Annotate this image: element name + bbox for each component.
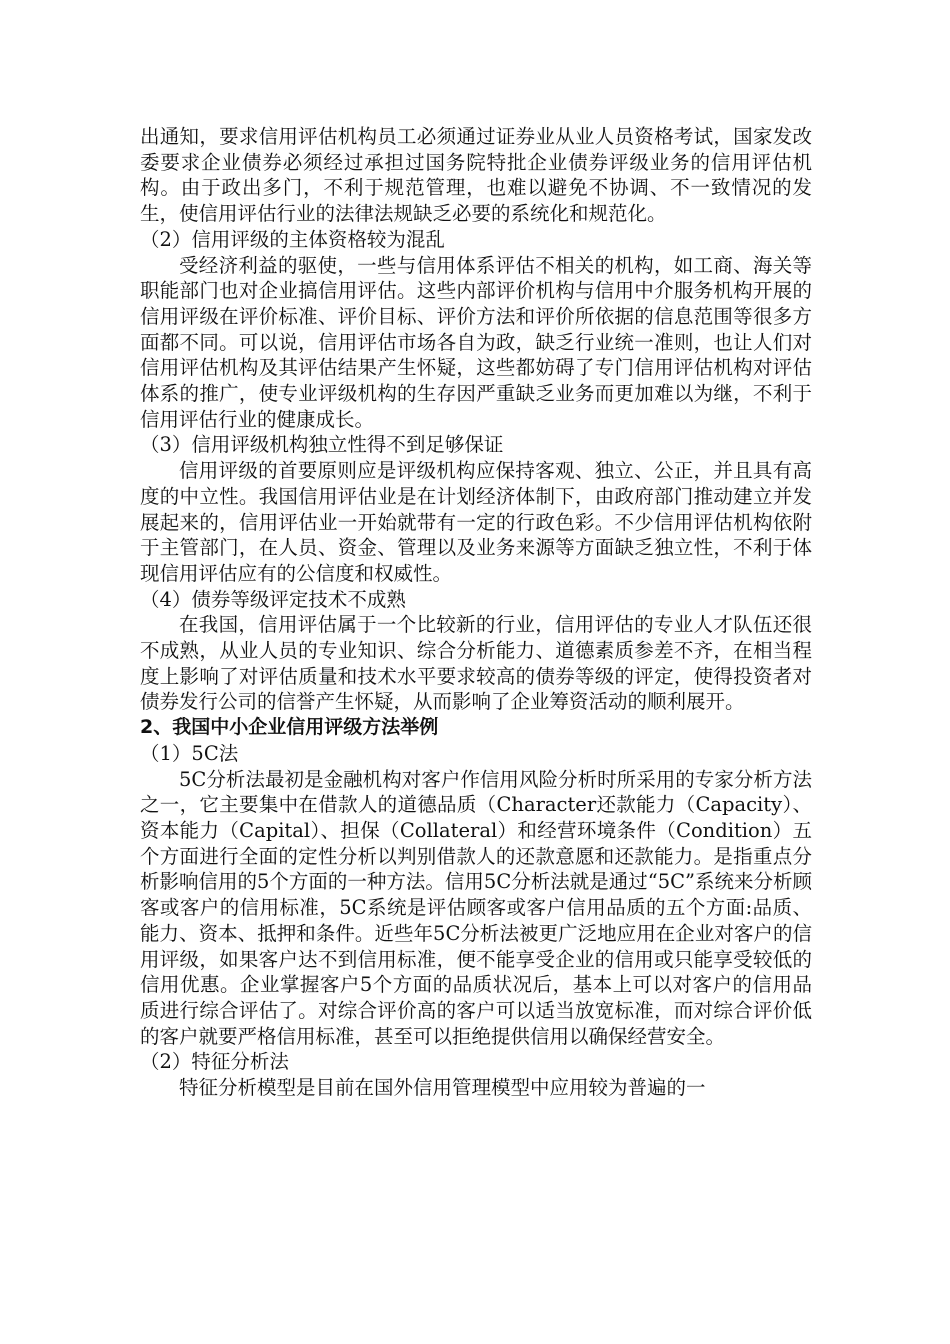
- subheading-qualification-chaos: （2）信用评级的主体资格较为混乱: [140, 227, 445, 251]
- subheading-independence: （3）信用评级机构独立性得不到足够保证: [140, 433, 504, 457]
- paragraph-continuation: 出通知，要求信用评估机构员工必须通过证券业从业人员资格考试，国家发改委要求企业债券必须经过承担过国务院特批企业债券评级业务的信用评估机构。由于政出多门，不利于规范管理，也难以避免不协调、不一致情况的发生，使信用评估行业的法律法规缺乏必要的系统化和规范化。: [140, 125, 812, 226]
- paragraph-feature-analysis: 特征分析模型是目前在国外信用管理模型中应用较为普遍的一: [179, 1076, 706, 1100]
- subheading-rating-technique: （4）债券等级评定技术不成熟: [140, 587, 406, 611]
- paragraph-qualification-chaos: 受经济利益的驱使，一些与信用体系评估不相关的机构，如工商、海关等职能部门也对企业搞信用评估。这些内部评价机构与信用中介服务机构开展的信用评级在评价标准、评价目标、评价方法和评价所依据的信息范围等很多方面都不同。可以说，信用评估市场各自为政，缺乏行业统一准则，也让人们对信用评估机构及其评估结果产生怀疑，这些都妨碍了专门信用评估机构对评估体系的推广，使专业评级机构的生存因严重缺乏业务而更加难以为继，不利于信用评估行业的健康成长。: [140, 253, 812, 431]
- subheading-feature-analysis: （2）特征分析法: [140, 1050, 289, 1074]
- paragraph-independence: 信用评级的首要原则应是评级机构应保持客观、独立、公正，并且具有高度的中立性。我国信用评估业是在计划经济体制下，由政府部门推动建立并发展起来的，信用评估业一开始就带有一定的行政色彩。不少信用评估机构依附于主管部门，在人员、资金、管理以及业务来源等方面缺乏独立性，不利于体现信用评估应有的公信度和权威性。: [140, 459, 812, 585]
- paragraph-rating-technique: 在我国，信用评估属于一个比较新的行业，信用评估的专业人才队伍还很不成熟，从业人员的专业知识、综合分析能力、道德素质参差不齐，在相当程度上影响了对评估质量和技术水平要求较高的债券等级的评定，使得投资者对债券发行公司的信誉产生怀疑，从而影响了企业筹资活动的顺利展开。: [140, 613, 812, 714]
- paragraph-5c-method: 5C分析法最初是金融机构对客户作信用风险分析时所采用的专家分析方法之一，它主要集中在借款人的道德品质（Character还款能力（Capacity）、资本能力（Capital）、担保（Collateral）和经营环境条件（Condition）五个方面进行全面的定性分析以判别借款人的还款意愿和还款能力。是指重点分析影响信用的5个方面的一种方法。信用5C分析法就是通过“5C”系统来分析顾客或客户的信用标准，5C系统是评估顾客或客户信用品质的五个方面:品质、能力、资本、抵押和条件。近些年5C分析法被更广泛地应用在企业对客户的信用评级，如果客户达不到信用标准，便不能享受企业的信用或只能享受较低的信用优惠。企业掌握客户5个方面的品质状况后，基本上可以对客户的信用品质进行综合评估了。对综合评价高的客户可以适当放宽标准，而对综合评价低的客户就要严格信用标准，甚至可以拒绝提供信用以确保经营安全。: [140, 767, 812, 1048]
- subheading-5c-method: （1）5C法: [140, 741, 239, 765]
- document-page: [140, 124, 812, 1101]
- section-heading-methods: 2、我国中小企业信用评级方法举例: [140, 716, 439, 739]
